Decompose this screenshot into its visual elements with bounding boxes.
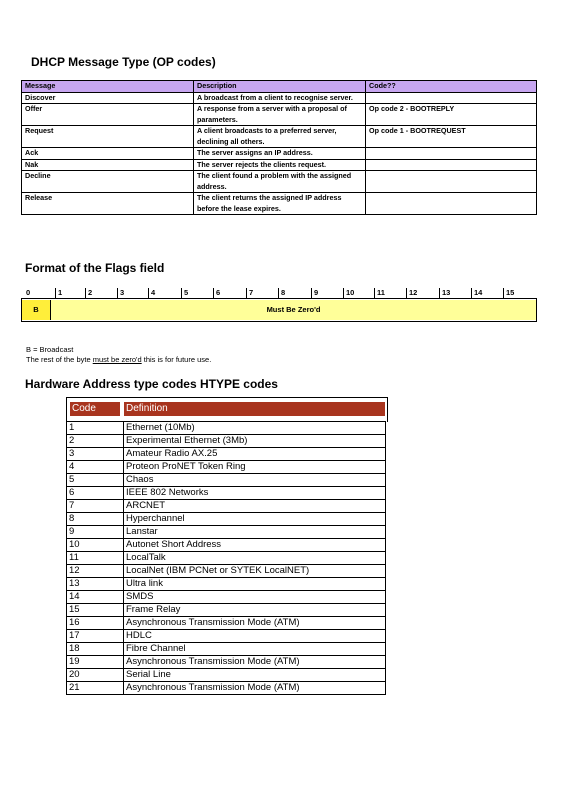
definition-cell: Chaos — [124, 474, 386, 487]
hw-row — [67, 500, 386, 513]
hw-row — [67, 435, 386, 448]
bit-number: 11 — [374, 288, 385, 298]
definition-cell: SMDS — [124, 591, 386, 604]
definition-cell: Hyperchannel — [124, 513, 386, 526]
code-cell: 4 — [67, 461, 124, 474]
code-cell: 20 — [67, 669, 124, 682]
definition-cell: Asynchronous Transmission Mode (ATM) — [124, 656, 386, 669]
description-cell: The server rejects the clients request. — [194, 159, 366, 171]
definition-cell: Serial Line — [124, 669, 386, 682]
bit-number: 13 — [439, 288, 450, 298]
hw-row — [67, 526, 386, 539]
dhcp-row — [22, 148, 537, 160]
description-cell: A response from a server with a proposal of parameters. — [194, 104, 366, 126]
flags-bar — [21, 298, 537, 322]
message-cell: Offer — [22, 104, 194, 126]
message-cell: Nak — [22, 159, 194, 171]
dhcp-row — [22, 126, 537, 148]
code-cell: 19 — [67, 656, 124, 669]
hw-row — [67, 591, 386, 604]
definition-cell: Fibre Channel — [124, 643, 386, 656]
code-cell — [366, 193, 537, 215]
hw-row — [67, 487, 386, 500]
definition-cell: Amateur Radio AX.25 — [124, 448, 386, 461]
message-cell: Discover — [22, 92, 194, 104]
hw-row — [67, 461, 386, 474]
hw-row — [67, 474, 386, 487]
message-cell: Release — [22, 193, 194, 215]
description-cell: The client returns the assigned IP address before the lease expires. — [194, 193, 366, 215]
bit-number: 8 — [278, 288, 285, 298]
definition-cell: Proteon ProNET Token Ring — [124, 461, 386, 474]
hw-row — [67, 617, 386, 630]
definition-cell: Lanstar — [124, 526, 386, 539]
code-cell: 6 — [67, 487, 124, 500]
definition-cell: Frame Relay — [124, 604, 386, 617]
bit-number: 5 — [181, 288, 188, 298]
hw-row — [67, 630, 386, 643]
code-cell: 17 — [67, 630, 124, 643]
dhcp-title: DHCP Message Type (OP codes) — [31, 55, 216, 69]
dhcp-message-table — [21, 80, 537, 215]
hw-row — [67, 669, 386, 682]
col-header-description: Description — [194, 81, 366, 93]
col-header-code: Code — [70, 402, 120, 416]
message-cell: Ack — [22, 148, 194, 160]
bit-number: 14 — [471, 288, 482, 298]
description-cell: The server assigns an IP address. — [194, 148, 366, 160]
code-cell: 12 — [67, 565, 124, 578]
bit-number: 2 — [85, 288, 92, 298]
bit-number: 1 — [55, 288, 62, 298]
definition-cell: ARCNET — [124, 500, 386, 513]
definition-cell: HDLC — [124, 630, 386, 643]
hw-header-row — [66, 397, 388, 422]
definition-cell: Asynchronous Transmission Mode (ATM) — [124, 617, 386, 630]
description-cell: A broadcast from a client to recognise server. — [194, 92, 366, 104]
dhcp-row — [22, 171, 537, 193]
bit-number: 9 — [311, 288, 318, 298]
code-cell: 1 — [67, 422, 124, 435]
dhcp-row — [22, 193, 537, 215]
code-cell: 9 — [67, 526, 124, 539]
hw-title: Hardware Address type codes HTYPE codes — [25, 377, 278, 391]
code-cell: 18 — [67, 643, 124, 656]
hw-row — [67, 422, 386, 435]
code-cell: Op code 2 - BOOTREPLY — [366, 104, 537, 126]
code-cell: 2 — [67, 435, 124, 448]
hw-row — [67, 578, 386, 591]
flags-title: Format of the Flags field — [25, 261, 165, 275]
col-header-definition: Definition — [124, 402, 385, 416]
hw-row — [67, 565, 386, 578]
code-cell — [366, 159, 537, 171]
code-cell: 8 — [67, 513, 124, 526]
col-header-message: Message — [22, 81, 194, 93]
hw-row — [67, 448, 386, 461]
dhcp-header-row — [22, 81, 537, 93]
code-cell: 21 — [67, 682, 124, 695]
bit-number: 10 — [343, 288, 354, 298]
bit-number: 0 — [26, 288, 31, 297]
bit-number: 7 — [246, 288, 253, 298]
code-cell: 16 — [67, 617, 124, 630]
hw-row — [67, 513, 386, 526]
definition-cell: Asynchronous Transmission Mode (ATM) — [124, 682, 386, 695]
future-use-note: The rest of the byte must be zero'd this is for future use. — [26, 355, 212, 364]
code-cell — [366, 171, 537, 193]
code-cell — [366, 148, 537, 160]
must-be-zero-bits: Must Be Zero'd — [51, 300, 536, 320]
bit-number: 4 — [148, 288, 155, 298]
definition-cell: Autonet Short Address — [124, 539, 386, 552]
code-cell: 13 — [67, 578, 124, 591]
message-cell: Decline — [22, 171, 194, 193]
definition-cell: Ultra link — [124, 578, 386, 591]
code-cell: 11 — [67, 552, 124, 565]
definition-cell: Ethernet (10Mb) — [124, 422, 386, 435]
dhcp-row — [22, 159, 537, 171]
bit-number: 6 — [213, 288, 220, 298]
code-cell: 3 — [67, 448, 124, 461]
code-cell: 14 — [67, 591, 124, 604]
broadcast-bit: B — [22, 300, 51, 320]
message-cell: Request — [22, 126, 194, 148]
col-header-code: Code?? — [366, 81, 537, 93]
hw-row — [67, 656, 386, 669]
code-cell: 10 — [67, 539, 124, 552]
code-cell: Op code 1 - BOOTREQUEST — [366, 126, 537, 148]
flag-bit-numbers — [21, 288, 537, 298]
bit-number: 15 — [503, 288, 514, 298]
code-cell — [366, 92, 537, 104]
broadcast-note: B = Broadcast — [26, 345, 74, 354]
description-cell: A client broadcasts to a preferred server, declining all others. — [194, 126, 366, 148]
hw-type-table — [66, 421, 386, 695]
code-cell: 7 — [67, 500, 124, 513]
definition-cell: Experimental Ethernet (3Mb) — [124, 435, 386, 448]
bit-number: 3 — [117, 288, 124, 298]
definition-cell: LocalTalk — [124, 552, 386, 565]
hw-row — [67, 539, 386, 552]
dhcp-row — [22, 92, 537, 104]
code-cell: 5 — [67, 474, 124, 487]
dhcp-row — [22, 104, 537, 126]
definition-cell: LocalNet (IBM PCNet or SYTEK LocalNET) — [124, 565, 386, 578]
hw-row — [67, 604, 386, 617]
definition-cell: IEEE 802 Networks — [124, 487, 386, 500]
bit-number: 12 — [406, 288, 417, 298]
description-cell: The client found a problem with the assigned address. — [194, 171, 366, 193]
hw-row — [67, 643, 386, 656]
hw-row — [67, 552, 386, 565]
code-cell: 15 — [67, 604, 124, 617]
hw-row — [67, 682, 386, 695]
